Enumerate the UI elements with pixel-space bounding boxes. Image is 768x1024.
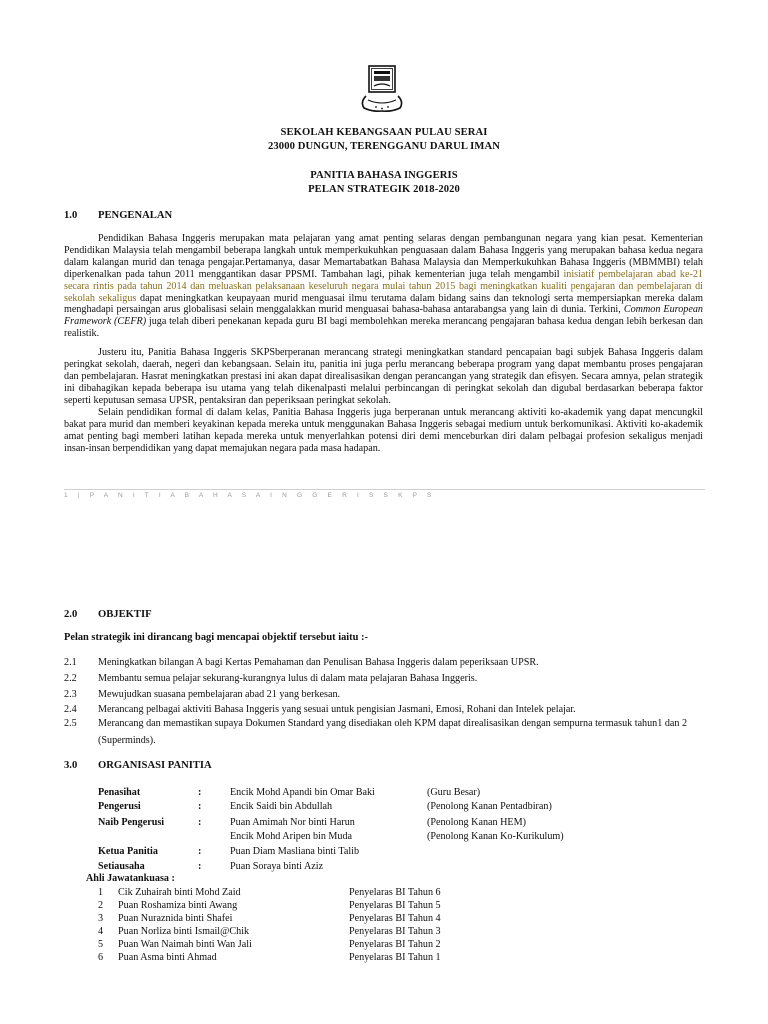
plan-title: PELAN STRATEGIK 2018-2020 — [308, 184, 460, 195]
org-role: Penasihat — [98, 787, 141, 798]
org-role: Pengerusi — [98, 801, 141, 812]
objective-text: Meningkatkan bilangan A bagi Kertas Pemahaman dan Penulisan Bahasa Inggeris dalam peperiksaan UPSR. — [98, 657, 539, 668]
objective-text: Merancang dan memastikan supaya Dokumen Standard yang disediakan oleh KPM dapat direalisasikan dengan sempurna termasuk tahun1 dan 2 (Superminds). — [98, 718, 688, 746]
org-colon: : — [198, 846, 202, 857]
section-number: 2.0 — [64, 609, 78, 620]
org-role: Setiausaha — [98, 861, 145, 872]
org-note: (Penolong Kanan HEM) — [427, 817, 526, 828]
org-role: Naib Pengerusi — [98, 817, 165, 828]
committee-title: PANITIA BAHASA INGGERIS — [310, 170, 458, 181]
intro-paragraph-1 — [64, 233, 703, 340]
objective-text: Membantu semua pelajar sekurang-kurangnya lulus di dalam mata pelajaran Bahasa Inggeris. — [98, 673, 478, 684]
member-name: Puan Asma binti Ahmad — [118, 952, 217, 963]
org-note: (Penolong Kanan Ko-Kurikulum) — [427, 831, 564, 842]
member-role: Penyelaras BI Tahun 1 — [349, 952, 441, 963]
member-role: Penyelaras BI Tahun 2 — [349, 939, 441, 950]
org-name: Puan Amimah Nor binti Harun — [230, 817, 355, 828]
school-crest-icon — [356, 62, 408, 114]
intro-paragraph-3: Selain pendidikan formal di dalam kelas, Panitia Bahasa Inggeris juga berperanan untuk merancang aktiviti ko-akademik yang dapat mencungkil bakat para murid dan memberi keyakinan kepada mereka untuk menggunakan Bahasa Inggeris sebagai medium untuk berkomunikasi. Aktiviti ko-akademik amat penting bagi memberi latihan kepada mereka untuk menyerlahkan potensi diri demi menceburkan diri dalam pelbagai profesion sekaligus menjadi insan-insan berpendidikan yang dapat memajukan negara pada masa hadapan. — [64, 407, 703, 454]
italic-term: Common European Framework (CEFR) — [64, 304, 703, 328]
member-number: 5 — [98, 939, 104, 950]
paragraph-text: dapat meningkatkan keupayaan murid menguasai ilmu terutama dalam bidang sains dan teknologi serta mempersiapkan mereka dalam menghadapi persaingan arus globalisasi selain menggalakkan murid menguasai bahasa-bahasa antarabangsa yang lain di dunia. Terkini, — [64, 292, 703, 316]
member-name: Puan Wan Naimah binti Wan Jali — [118, 939, 252, 950]
section-title: ORGANISASI PANITIA — [98, 760, 212, 771]
member-number: 2 — [98, 900, 104, 911]
org-colon: : — [198, 787, 202, 798]
objective-text: Mewujudkan suasana pembelajaran abad 21 yang berkesan. — [98, 689, 341, 700]
member-role: Penyelaras BI Tahun 4 — [349, 913, 441, 924]
member-role: Penyelaras BI Tahun 5 — [349, 900, 441, 911]
section-number: 1.0 — [64, 210, 78, 221]
org-colon: : — [198, 817, 202, 828]
committee-members-heading: Ahli Jawatankuasa : — [86, 873, 175, 884]
member-name: Cik Zuhairah binti Mohd Zaid — [118, 887, 241, 898]
org-colon: : — [198, 801, 202, 812]
member-number: 1 — [98, 887, 104, 898]
org-name: Puan Diam Masliana binti Talib — [230, 846, 360, 857]
member-name: Puan Norliza binti Ismail@Chik — [118, 926, 250, 937]
objective-intro: Pelan strategik ini dirancang bagi mencapai objektif tersebut iaitu :- — [64, 632, 368, 643]
objective-text: Merancang pelbagai aktiviti Bahasa Inggeris yang sesuai untuk pengisian Jasmani, Emosi, Rohani dan Intelek pelajar. — [98, 704, 576, 715]
org-note: (Guru Besar) — [427, 787, 481, 798]
org-role: Ketua Panitia — [98, 846, 158, 857]
section-title: OBJEKTIF — [98, 609, 152, 620]
org-name: Encik Mohd Apandi bin Omar Baki — [230, 787, 375, 798]
intro-paragraph-2: Justeru itu, Panitia Bahasa Inggeris SKPSberperanan merancang strategi meningkatkan standard pencapaian bagi subjek Bahasa Inggeris dalam peringkat sekolah, daerah, negeri dan kebangsaan. Selain itu, panitia ini juga perlu merancang beberapa program yang dapat membantu proses pengajaran dan pembelajaran. Hasrat meningkatkan prestasi ini akan dapat direalisasikan dengan perancangan yang strategik dan efisyen. Secara amnya, pelan strategik ini dibahagikan kepada beberapa isu utama yang telah dikenalpasti melalui perbincangan di peringkat sekolah dan digubal berdasarkan beberapa faktor seperti keputusan semasa UPSR, pentaksiran dan peperiksaan peringkat sekolah. — [64, 347, 703, 406]
school-address: 23000 DUNGUN, TERENGGANU DARUL IMAN — [268, 141, 500, 152]
objective-number: 2.4 — [64, 704, 77, 715]
section-title: PENGENALAN — [98, 210, 173, 221]
objective-number: 2.5 — [64, 718, 77, 729]
objective-number: 2.1 — [64, 657, 77, 668]
school-name: SEKOLAH KEBANGSAAN PULAU SERAI — [280, 127, 488, 138]
org-name: Puan Soraya binti Aziz — [230, 861, 324, 872]
section-number: 3.0 — [64, 760, 78, 771]
org-colon: : — [198, 861, 202, 872]
org-name: Encik Mohd Aripen bin Muda — [230, 831, 353, 842]
objective-number: 2.2 — [64, 673, 77, 684]
member-number: 6 — [98, 952, 104, 963]
objective-number: 2.3 — [64, 689, 77, 700]
highlighted-text: inisiatif pembelajaran abad ke-21 secara rintis pada tahun 2014 dan meluaskan pelaksanaan keseluruh negara mulai tahun 2015 bagi meningkatkan kualiti pengajaran dan pembelajaran di sekolah sekaligus — [64, 268, 703, 304]
footer-divider — [64, 489, 705, 490]
member-role: Penyelaras BI Tahun 3 — [349, 926, 441, 937]
org-name: Encik Saidi bin Abdullah — [230, 801, 333, 812]
member-name: Puan Roshamiza binti Awang — [118, 900, 238, 911]
member-role: Penyelaras BI Tahun 6 — [349, 887, 441, 898]
paragraph-text: Pendidikan Bahasa Inggeris merupakan mata pelajaran yang amat penting selaras dengan pembangunan negara yang kian pesat. Kementerian Pendidikan Malaysia telah mengambil beberapa langkah untuk memperkukuhkan penguasaan dalam Bahasa Inggeris yang merupakan bahasa kedua negara dalam kalangan murid dan tenaga pengajar.Pertamanya, dasar Memartabatkan Bahasa Malaysia dan Memperkukuhkan Bahasa Inggeris (MBMMBI) telah diperkenalkan pada tahun 2011 menggantikan dasar PPSMI. Tambahan lagi, pihak kementerian juga telah mengambil — [64, 233, 703, 280]
page-footer: 1 | P A N I T I A B A H A S A I N G G E R I S S K P S — [64, 492, 436, 499]
member-name: Puan Nuraznida binti Shafei — [118, 913, 233, 924]
org-note: (Penolong Kanan Pentadbiran) — [427, 801, 552, 812]
member-number: 4 — [98, 926, 104, 937]
paragraph-text: juga telah diberi penekanan kepada guru BI bagi membolehkan mereka merancang pengajaran bahasa kedua dengan lebih berkesan dan realistik. — [64, 316, 703, 340]
member-number: 3 — [98, 913, 104, 924]
